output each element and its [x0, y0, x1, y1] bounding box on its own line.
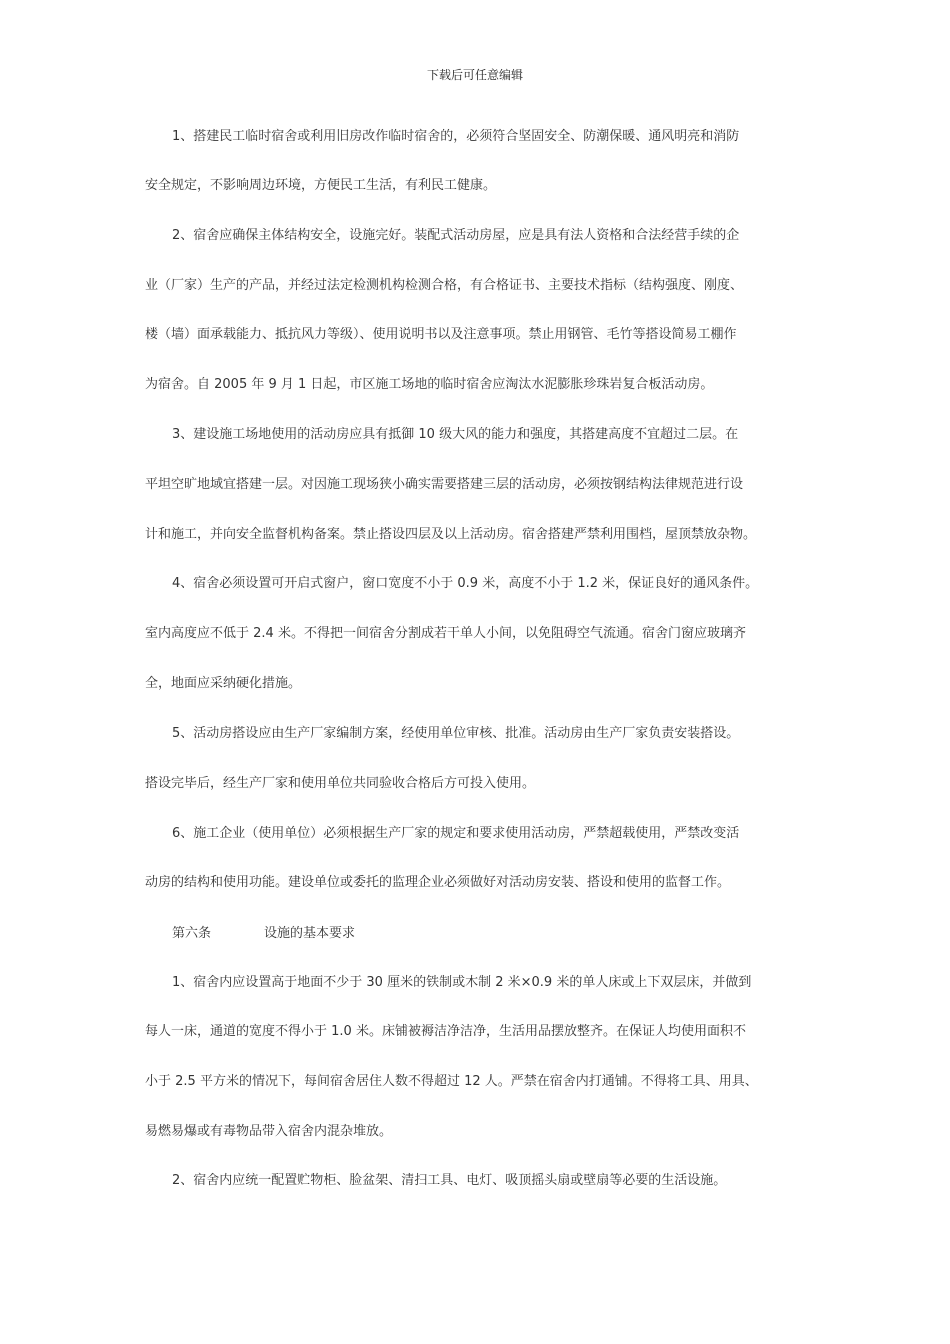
paragraph-line: 1、搭建民工临时宿舍或利用旧房改作临时宿舍的，必须符合坚固安全、防潮保暖、通风明亮和消防 — [172, 129, 740, 144]
page-header: 下载后可任意编辑 — [426, 68, 523, 82]
paragraph-line: 易燃易爆或有毒物品带入宿舍内混杂堆放。 — [145, 1124, 393, 1139]
paragraph-line: 每人一床，通道的宽度不得小于 1.0 米。床铺被褥洁净洁净，生活用品摆放整齐。在保证人均使用面积不 — [145, 1024, 746, 1039]
paragraph-line: 楼（墙）面承载能力、抵抗风力等级）、使用说明书以及注意事项。禁止用钢管、毛竹等搭设简易工棚作 — [145, 327, 737, 342]
paragraph-line: 搭设完毕后，经生产厂家和使用单位共同验收合格后方可投入使用。 — [145, 776, 536, 791]
paragraph-line: 计和施工，并向安全监督机构备案。禁止搭设四层及以上活动房。宿舍搭建严禁利用围档，屋顶禁放杂物。 — [145, 527, 757, 542]
paragraph-line: 2、宿舍内应统一配置贮物柜、脸盆架、清扫工具、电灯、吸顶摇头扇或壁扇等必要的生活设施。 — [172, 1173, 727, 1188]
paragraph-line: 业（厂家）生产的产品，并经过法定检测机构检测合格，有合格证书、主要技术指标（结构强度、刚度、 — [145, 278, 744, 293]
paragraph-line: 安全规定，不影响周边环境，方便民工生活，有利民工健康。 — [145, 178, 497, 193]
paragraph-line: 5、活动房搭设应由生产厂家编制方案，经使用单位审核、批准。活动房由生产厂家负责安装搭设。 — [172, 726, 740, 741]
paragraph-line: 为宿舍。自 2005 年 9 月 1 日起，市区施工场地的临时宿舍应淘汰水泥膨胀珍珠岩复合板活动房。 — [145, 377, 714, 392]
article-heading — [172, 926, 852, 942]
paragraph-line: 4、宿舍必须设置可开启式窗户，窗口宽度不小于 0.9 米，高度不小于 1.2 米，保证良好的通风条件。 — [172, 576, 759, 591]
paragraph-line: 平坦空旷地域宜搭建一层。对因施工现场狭小确实需要搭建三层的活动房，必须按钢结构法律规范进行设 — [145, 477, 744, 492]
article-number: 第六条 — [172, 926, 212, 941]
paragraph-line: 动房的结构和使用功能。建设单位或委托的监理企业必须做好对活动房安装、搭设和使用的监督工作。 — [145, 875, 731, 890]
paragraph-line: 室内高度应不低于 2.4 米。不得把一间宿舍分割成若干单人小间，以免阻碍空气流通。宿舍门窗应玻璃齐 — [145, 626, 746, 641]
paragraph-line: 6、施工企业（使用单位）必须根据生产厂家的规定和要求使用活动房，严禁超载使用，严禁改变活 — [172, 826, 740, 841]
article-title: 设施的基本要求 — [264, 926, 356, 941]
paragraph-line: 全，地面应采纳硬化措施。 — [145, 676, 302, 691]
paragraph-line: 3、建设施工场地使用的活动房应具有抵御 10 级大风的能力和强度，其搭建高度不宜超过二层。在 — [172, 427, 739, 442]
paragraph-line: 2、宿舍应确保主体结构安全，设施完好。装配式活动房屋，应是具有法人资格和合法经营手续的企 — [172, 228, 740, 243]
paragraph-line: 1、宿舍内应设置高于地面不少于 30 厘米的铁制或木制 2 米×0.9 米的单人床或上下双层床，并做到 — [172, 975, 752, 990]
paragraph-line: 小于 2.5 平方米的情况下，每间宿舍居住人数不得超过 12 人。严禁在宿舍内打通铺。不得将工具、用具、 — [145, 1074, 758, 1089]
